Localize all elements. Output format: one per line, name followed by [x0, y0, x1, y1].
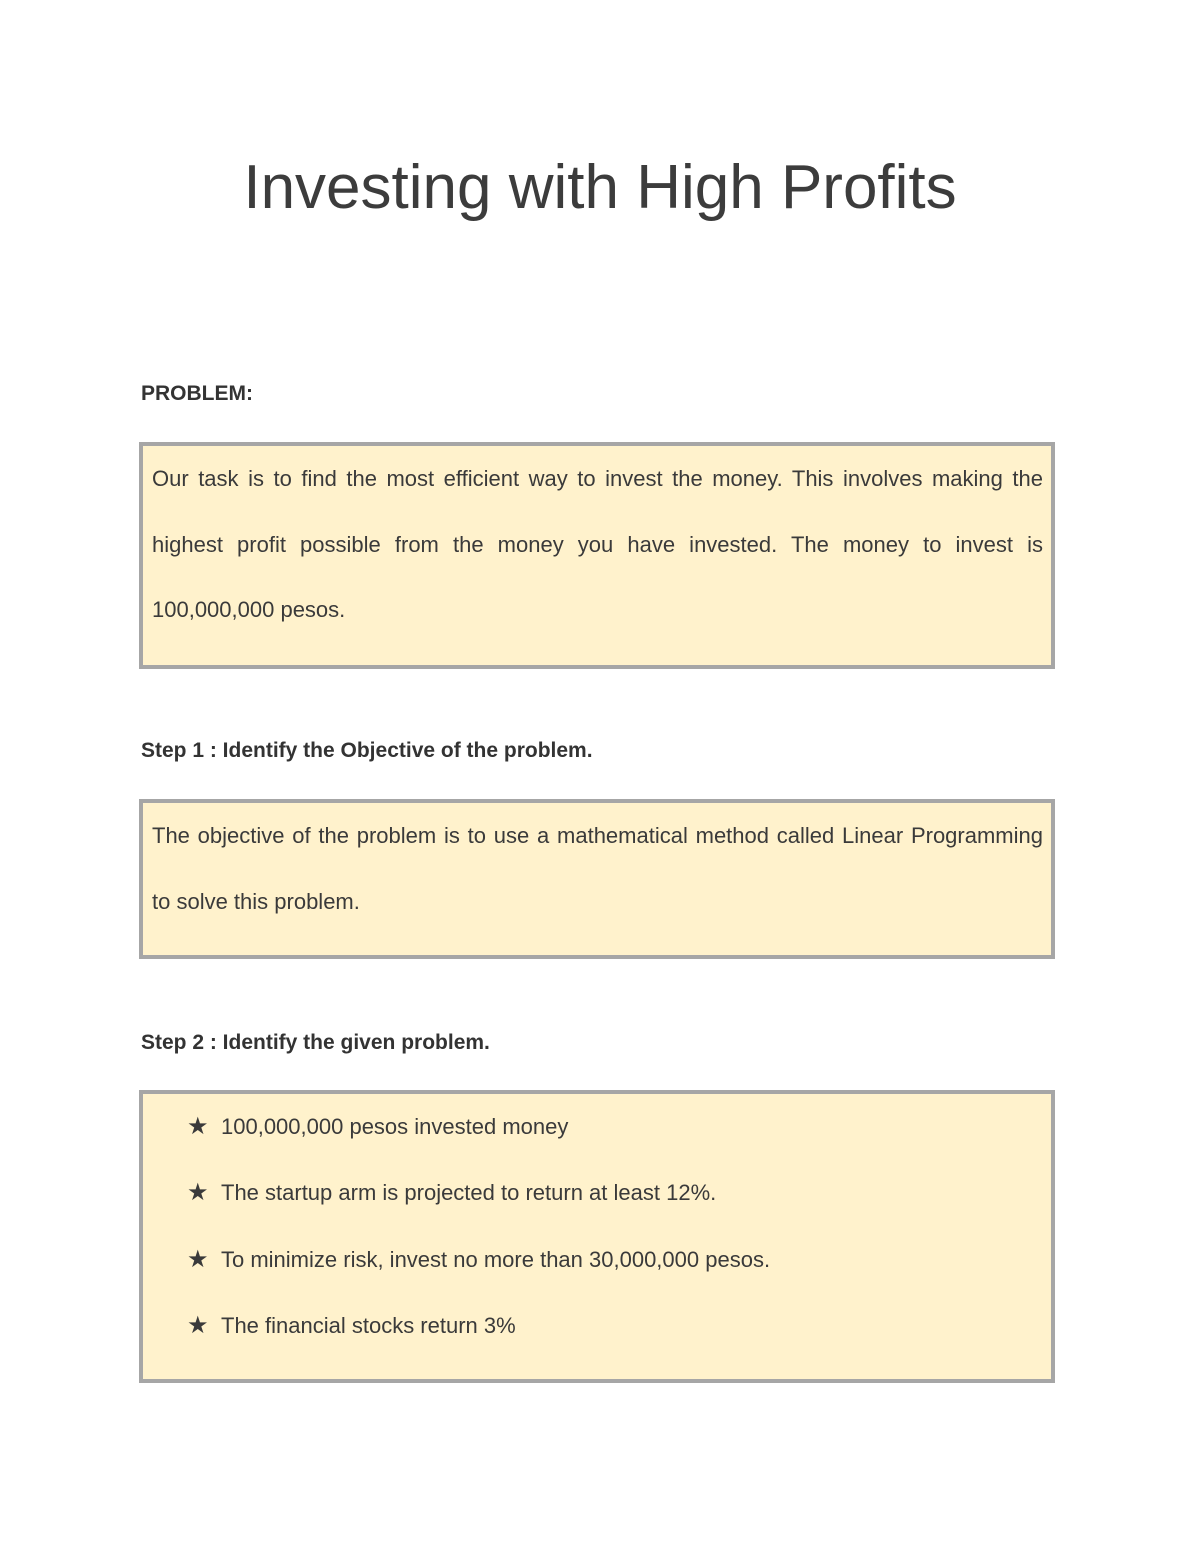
- list-item-text: To minimize risk, invest no more than 30,000,000 pesos.: [221, 1246, 771, 1272]
- star-icon: ★: [187, 1245, 209, 1273]
- problem-box: [139, 442, 1055, 669]
- list-item: [187, 1094, 1051, 1160]
- star-icon: ★: [187, 1113, 209, 1140]
- list-item-text: The startup arm is projected to return at least 12%.: [221, 1180, 717, 1206]
- step2-list: [143, 1094, 1051, 1359]
- document-title: Investing with High Profits: [243, 153, 957, 222]
- problem-text: Our task is to find the most efficient way to invest the money. This involves making the highest profit possible from the money you have invested. The money to invest is 100,000,000 pesos.: [152, 466, 1043, 622]
- step2-box: [139, 1090, 1055, 1383]
- list-item-text: 100,000,000 pesos invested money: [221, 1114, 569, 1139]
- list-item-text: The financial stocks return 3%: [221, 1312, 516, 1338]
- step1-box: [139, 799, 1055, 959]
- step1-text: The objective of the problem is to use a mathematical method called Linear Programming to solve this problem.: [152, 823, 1043, 914]
- list-item: [187, 1160, 1051, 1226]
- star-icon: ★: [187, 1311, 209, 1339]
- problem-heading: PROBLEM:: [141, 382, 253, 405]
- step2-heading: Step 2 : Identify the given problem.: [141, 1031, 490, 1054]
- star-icon: ★: [187, 1179, 209, 1207]
- list-item: [187, 1293, 1051, 1359]
- step1-heading: Step 1 : Identify the Objective of the problem.: [141, 739, 593, 762]
- list-item: [187, 1227, 1051, 1293]
